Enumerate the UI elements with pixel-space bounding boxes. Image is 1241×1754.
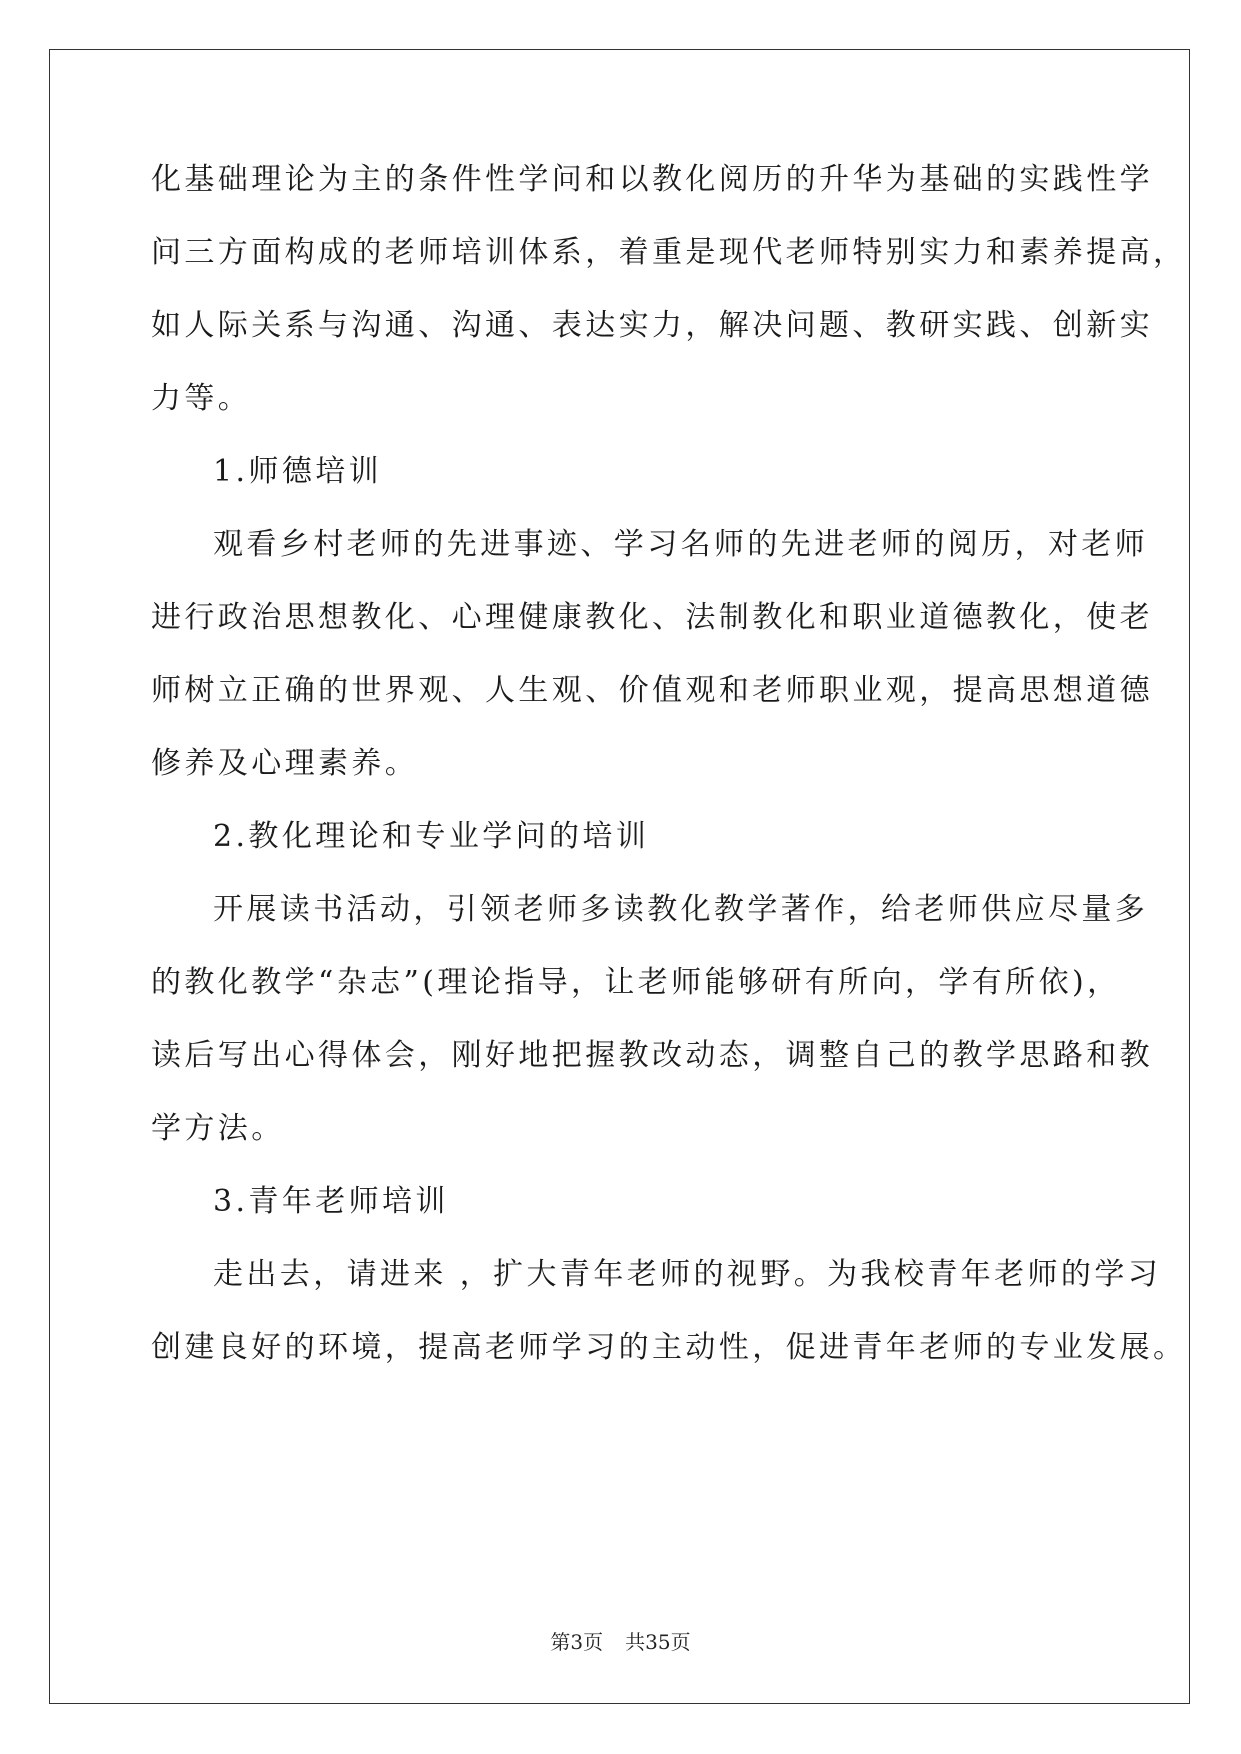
text-line: 师树立正确的世界观、人生观、价值观和老师职业观，提高思想道德 bbox=[151, 673, 1153, 708]
text-line: 如人际关系与沟通、沟通、表达实力，解决问题、教研实践、创新实 bbox=[151, 308, 1153, 343]
page-border bbox=[49, 49, 1190, 1704]
page-footer bbox=[0, 1628, 1241, 1656]
text-line: 走出去，请进来 ，扩大青年老师的视野。为我校青年老师的学习 bbox=[213, 1257, 1162, 1292]
text-line: 开展读书活动，引领老师多读教化教学著作，给老师供应尽量多 bbox=[213, 892, 1149, 927]
text-line: 读后写出心得体会，刚好地把握教改动态，调整自己的教学思路和教 bbox=[151, 1038, 1153, 1073]
section-heading: 3.青年老师培训 bbox=[213, 1184, 449, 1219]
text-line: 创建良好的环境，提高老师学习的主动性，促进青年老师的专业发展。 bbox=[151, 1330, 1187, 1365]
text-line: 观看乡村老师的先进事迹、学习名师的先进老师的阅历，对老师 bbox=[213, 527, 1149, 562]
section-heading: 1.师德培训 bbox=[213, 454, 383, 489]
text-line: 学方法。 bbox=[151, 1111, 285, 1146]
text-line: 问三方面构成的老师培训体系，着重是现代老师特别实力和素养提高， bbox=[151, 235, 1187, 270]
text-line: 修养及心理素养。 bbox=[151, 746, 419, 781]
page-total: 共35页 bbox=[625, 1630, 691, 1654]
text-line: 化基础理论为主的条件性学问和以教化阅历的升华为基础的实践性学 bbox=[151, 162, 1153, 197]
text-line: 进行政治思想教化、心理健康教化、法制教化和职业道德教化，使老 bbox=[151, 600, 1153, 635]
text-line: 力等。 bbox=[151, 381, 252, 416]
section-heading: 2.教化理论和专业学问的培训 bbox=[213, 819, 650, 854]
text-line: 的教化教学“杂志”(理论指导，让老师能够研有所向，学有所依)， bbox=[151, 965, 1121, 1000]
page-number: 第3页 bbox=[550, 1630, 604, 1654]
